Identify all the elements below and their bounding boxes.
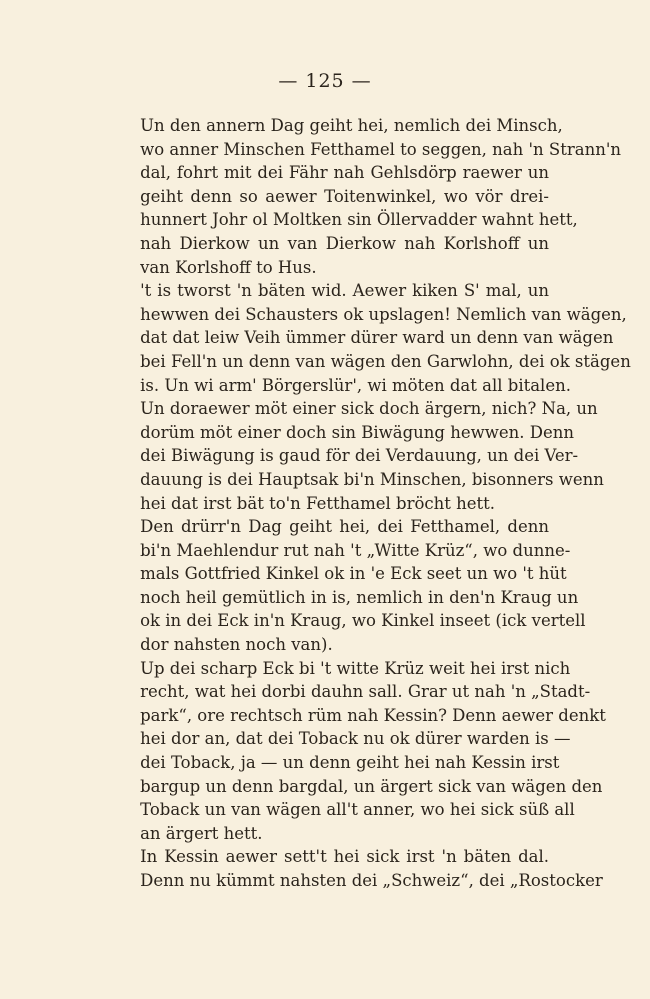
text-line: dal, fohrt mit dei Fähr nah Gehlsdörp raewer un — [140, 163, 549, 183]
paragraph-5 — [117, 845, 603, 892]
text-line: Up dei scharp Eck bi 't witte Krüz weit hei irst nich — [140, 658, 571, 678]
text-line: bei Fell'n un denn van wägen den Garwlohn, dei ok stägen — [140, 351, 631, 371]
text-line: nah Dierkow un van Dierkow nah Korlshoff un — [140, 233, 549, 253]
text-line: In Kessin aewer sett't hei sick irst 'n bäten dal. — [140, 847, 549, 867]
text-line: van Korlshoff to Hus. — [140, 257, 317, 277]
text-line: hewwen dei Schausters ok upslagen! Nemlich van wägen, — [140, 304, 627, 324]
text-line: bi'n Maehlendur rut nah 't „Witte Krüz“, wo dunne- — [140, 540, 571, 560]
text-line: dorüm möt einer doch sin Biwägung hewwen. Denn — [140, 422, 574, 442]
text-line: hei dor an, dat dei Toback nu ok dürer warden is — — [140, 729, 571, 749]
paragraph-3 — [117, 515, 586, 657]
text-line: Den drürr'n Dag geiht hei, dei Fetthamel, denn — [140, 517, 549, 537]
text-line: Toback un van wägen all't anner, wo hei sick süß all — [140, 800, 575, 820]
text-line: Denn nu kümmt nahsten dei „Schweiz“, dei „Rostocker — [140, 871, 603, 890]
text-line: Un den annern Dag geiht hei, nemlich dei Minsch, — [140, 116, 563, 135]
page-number-header: — 125 — — [278, 70, 372, 92]
text-line: mals Gottfried Kinkel ok in 'e Eck seet un wo 't hüt — [140, 564, 567, 584]
text-line: is. Un wi arm' Börgerslür', wi möten dat all bitalen. — [140, 375, 571, 395]
text-line: dei Biwägung is gaud för dei Verdauung, un dei Ver- — [140, 446, 579, 466]
text-line: dei Toback, ja — un denn geiht hei nah Kessin irst — [140, 753, 560, 773]
paragraph-4 — [117, 657, 606, 846]
text-line: Un doraewer möt einer sick doch ärgern, nich? Na, un — [140, 399, 598, 419]
text-line: an ärgert hett. — [140, 823, 263, 843]
text-line: 't is tworst 'n bäten wid. Aewer kiken S' mal, un — [140, 281, 549, 301]
text-line: hei dat irst bät to'n Fetthamel bröcht hett. — [140, 493, 496, 513]
body-text — [117, 114, 631, 893]
text-line: bargup un denn bargdal, un ärgert sick van wägen den — [140, 776, 603, 796]
text-line: ok in dei Eck in'n Kraug, wo Kinkel inseet (ick vertell — [140, 611, 586, 631]
text-line: recht, wat hei dorbi dauhn sall. Grar ut nah 'n „Stadt- — [140, 682, 591, 702]
text-line: wo anner Minschen Fetthamel to seggen, nah 'n Strann'n — [140, 139, 621, 159]
paragraph-1 — [117, 114, 621, 279]
text-line: dor nahsten noch van). — [140, 635, 333, 655]
text-line: noch heil gemütlich in is, nemlich in den'n Kraug un — [140, 587, 579, 607]
text-line: park“, ore rechtsch rüm nah Kessin? Denn aewer denkt — [140, 705, 606, 725]
paragraph-2 — [117, 279, 631, 515]
text-line: dauung is dei Hauptsak bi'n Minschen, bisonners wenn — [140, 469, 604, 489]
text-line: dat dat leiw Veih ümmer dürer ward un denn van wägen — [140, 328, 614, 348]
text-line: hunnert Johr ol Moltken sin Öllervadder wahnt hett, — [140, 210, 578, 230]
text-line: geiht denn so aewer Toitenwinkel, wo vör drei- — [140, 186, 549, 206]
